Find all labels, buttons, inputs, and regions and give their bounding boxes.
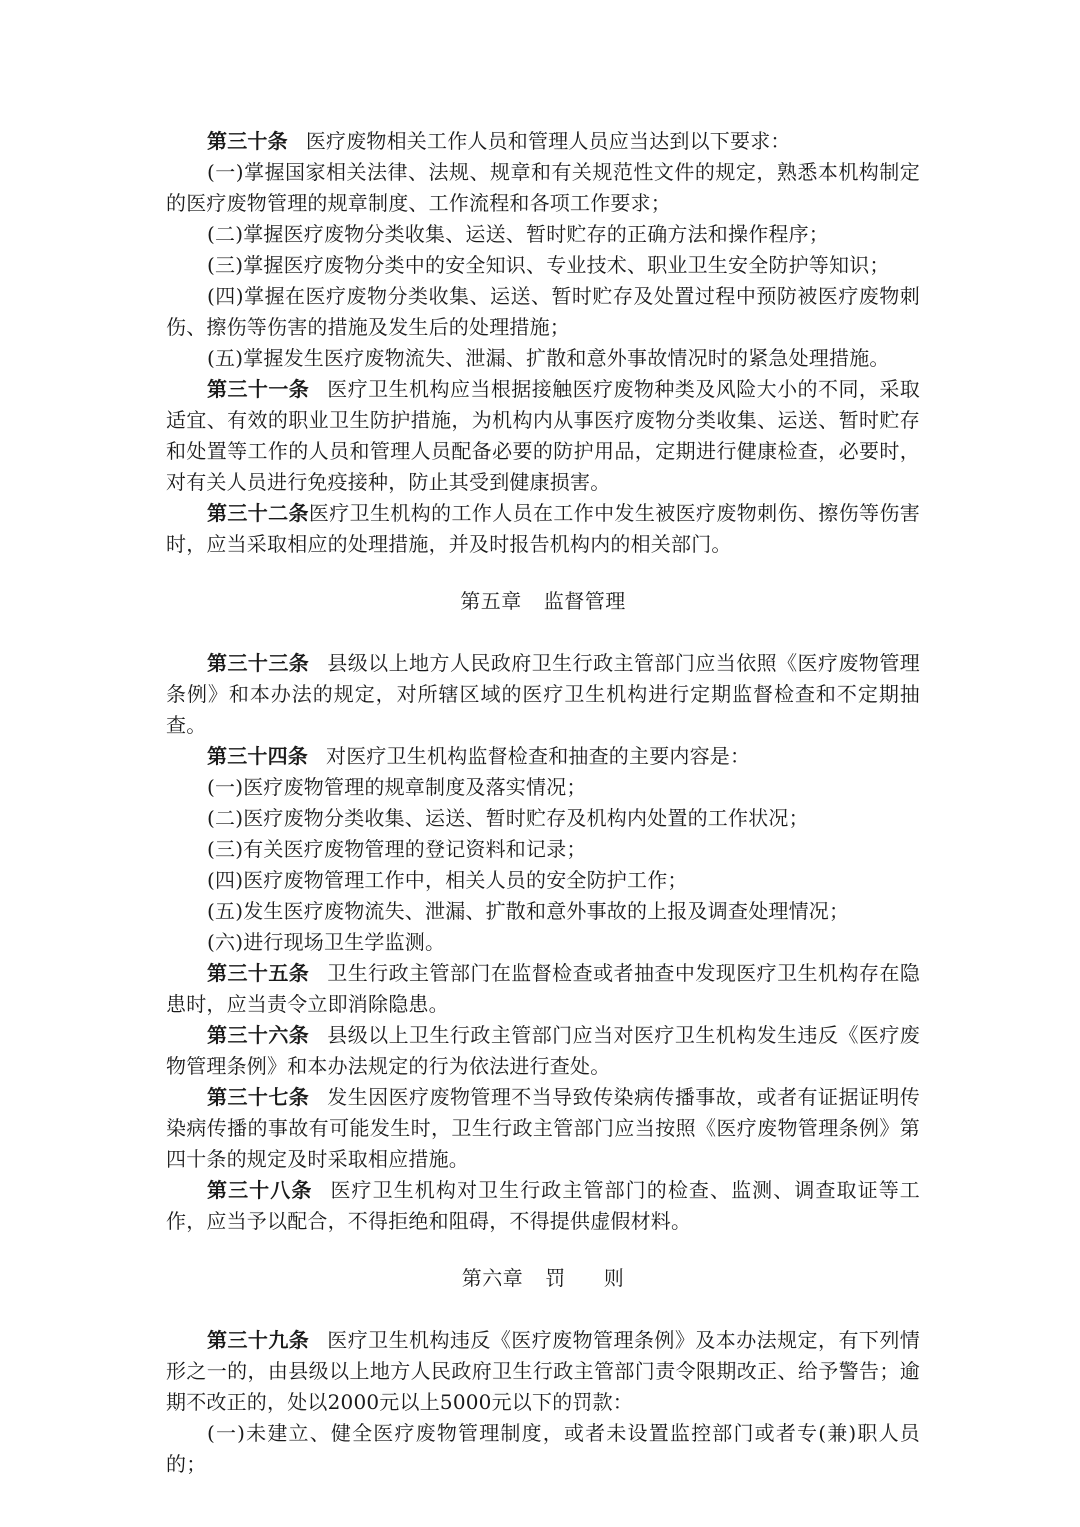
article-33 — [166, 648, 920, 741]
chapter-5-heading — [166, 586, 920, 617]
article-number: 第三十条 — [207, 129, 288, 153]
article-text: 县级以上卫生行政主管部门应当对医疗卫生机构发生违反《医疗废物管理条例》和本办法规定的行为依法进行查处。 — [166, 1023, 920, 1078]
article-text: 卫生行政主管部门在监督检查或者抽查中发现医疗卫生机构存在隐患时，应当责令立即消除隐患。 — [166, 961, 920, 1016]
article-text: 发生因医疗废物管理不当导致传染病传播事故，或者有证据证明传染病传播的事故有可能发生时，卫生行政主管部门应当按照《医疗废物管理条例》第四十条的规定及时采取相应措施。 — [166, 1085, 920, 1171]
clause-text: (二)医疗废物分类收集、运送、暂时贮存及机构内处置的工作状况； — [207, 806, 809, 830]
clause-text: (五)掌握发生医疗废物流失、泄漏、扩散和意外事故情况时的紧急处理措施。 — [207, 346, 890, 370]
chapter-title: 监督管理 — [543, 589, 626, 613]
clause-item — [166, 157, 920, 219]
article-text: 对医疗卫生机构监督检查和抽查的主要内容是： — [326, 744, 751, 768]
article-34 — [166, 741, 920, 772]
clause-item — [166, 834, 920, 865]
clause-text: (四)医疗废物管理工作中，相关人员的安全防护工作； — [207, 868, 688, 892]
chapter-title-part-b: 则 — [603, 1266, 625, 1290]
clause-text: (一)未建立、健全医疗废物管理制度，或者未设置监控部门或者专(兼)职人员的； — [166, 1421, 920, 1476]
clause-item — [166, 772, 920, 803]
article-39 — [166, 1325, 920, 1418]
article-number: 第三十六条 — [207, 1023, 310, 1047]
article-text: 医疗卫生机构对卫生行政主管部门的检查、监测、调查取证等工作，应当予以配合，不得拒绝和阻碍，不得提供虚假材料。 — [166, 1178, 920, 1233]
article-37 — [166, 1082, 920, 1175]
article-number: 第三十八条 — [207, 1178, 313, 1202]
chapter-6-heading — [166, 1263, 920, 1294]
clause-text: (一)掌握国家相关法律、法规、规章和有关规范性文件的规定，熟悉本机构制定的医疗废物管理的规章制度、工作流程和各项工作要求； — [166, 160, 920, 215]
chapter-number: 第六章 — [461, 1266, 524, 1290]
article-number: 第三十二条 — [207, 501, 309, 525]
article-text: 医疗废物相关工作人员和管理人员应当达到以下要求： — [305, 129, 791, 153]
chapter-number: 第五章 — [460, 589, 522, 613]
article-text: 医疗卫生机构应当根据接触医疗废物种类及风险大小的不同，采取适宜、有效的职业卫生防护措施，为机构内从事医疗废物分类收集、运送、暂时贮存和处置等工作的人员和管理人员配备必要的防护用品，定期进行健康检查，必要时，对有关人员进行免疫接种，防止其受到健康损害。 — [166, 377, 920, 494]
clause-text: (五)发生医疗废物流失、泄漏、扩散和意外事故的上报及调查处理情况； — [207, 899, 850, 923]
clause-item — [166, 896, 920, 927]
clause-text: (二)掌握医疗废物分类收集、运送、暂时贮存的正确方法和操作程序； — [207, 222, 830, 246]
clause-item — [166, 250, 920, 281]
clause-item — [166, 1418, 920, 1480]
article-31 — [166, 374, 920, 498]
article-36 — [166, 1020, 920, 1082]
article-38 — [166, 1175, 920, 1237]
article-text: 医疗卫生机构违反《医疗废物管理条例》及本办法规定，有下列情形之一的，由县级以上地方人民政府卫生行政主管部门责令限期改正、给予警告；逾期不改正的，处以2000元以上5000元以下的罚款： — [166, 1328, 920, 1414]
article-number: 第三十七条 — [207, 1085, 310, 1109]
article-number: 第三十一条 — [207, 377, 310, 401]
document-page — [166, 126, 920, 1480]
clause-text: (四)掌握在医疗废物分类收集、运送、暂时贮存及处置过程中预防被医疗废物刺伤、擦伤等伤害的措施及发生后的处理措施； — [166, 284, 920, 339]
clause-text: (三)掌握医疗废物分类中的安全知识、专业技术、职业卫生安全防护等知识； — [207, 253, 890, 277]
clause-item — [166, 865, 920, 896]
article-number: 第三十四条 — [207, 744, 308, 768]
article-text: 县级以上地方人民政府卫生行政主管部门应当依照《医疗废物管理条例》和本办法的规定，对所辖区域的医疗卫生机构进行定期监督检查和不定期抽查。 — [166, 651, 920, 737]
article-number: 第三十三条 — [207, 651, 310, 675]
article-32 — [166, 498, 920, 560]
clause-item — [166, 803, 920, 834]
clause-item — [166, 343, 920, 374]
article-number: 第三十九条 — [207, 1328, 310, 1352]
article-30 — [166, 126, 920, 157]
clause-item — [166, 219, 920, 250]
article-35 — [166, 958, 920, 1020]
chapter-title-part-a: 罚 — [545, 1266, 566, 1290]
clause-text: (三)有关医疗废物管理的登记资料和记录； — [207, 837, 587, 861]
clause-item — [166, 927, 920, 958]
article-number: 第三十五条 — [207, 961, 310, 985]
clause-text: (一)医疗废物管理的规章制度及落实情况； — [207, 775, 587, 799]
article-text: 医疗卫生机构的工作人员在工作中发生被医疗废物刺伤、擦伤等伤害时，应当采取相应的处理措施，并及时报告机构内的相关部门。 — [166, 501, 921, 556]
clause-text: (六)进行现场卫生学监测。 — [207, 930, 446, 954]
clause-item — [166, 281, 920, 343]
